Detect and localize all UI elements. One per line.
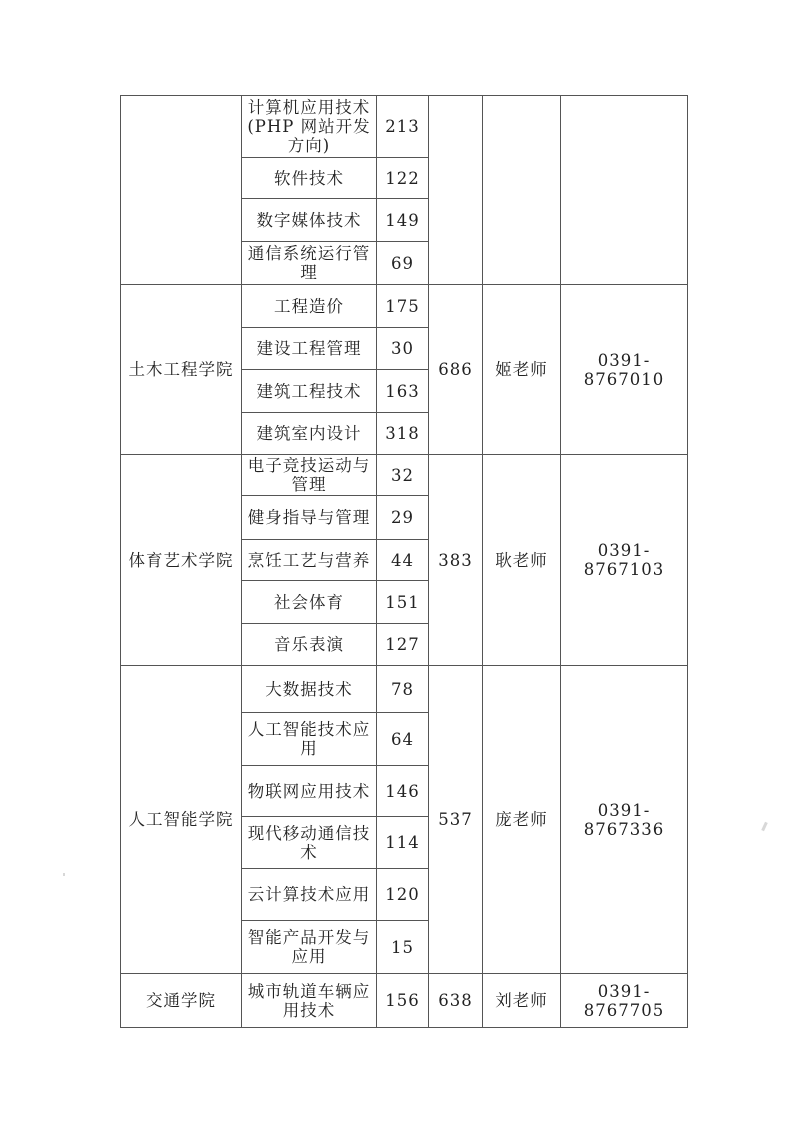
enrollment-count-cell: 114	[377, 817, 429, 869]
enrollment-count-cell: 64	[377, 713, 429, 766]
major-cell: 健身指导与管理	[242, 496, 377, 540]
table-row	[121, 96, 688, 158]
major-cell: 社会体育	[242, 581, 377, 624]
major-cell: 建设工程管理	[242, 328, 377, 370]
major-cell: 烹饪工艺与营养	[242, 540, 377, 581]
contact-teacher-cell: 庞老师	[483, 666, 561, 974]
major-cell: 数字媒体技术	[242, 199, 377, 242]
contact-phone-cell	[561, 96, 688, 285]
enrollment-count-cell: 318	[377, 413, 429, 455]
contact-phone-cell: 0391-8767336	[561, 666, 688, 974]
college-cell: 体育艺术学院	[121, 455, 242, 666]
enrollment-count-cell: 32	[377, 455, 429, 496]
major-cell: 建筑室内设计	[242, 413, 377, 455]
college-total-cell	[429, 96, 483, 285]
enrollment-count-cell: 78	[377, 666, 429, 713]
contact-phone-cell: 0391-8767010	[561, 285, 688, 455]
major-cell: 音乐表演	[242, 624, 377, 666]
contact-phone-cell: 0391-8767705	[561, 974, 688, 1028]
enrollment-count-cell: 29	[377, 496, 429, 540]
table-row	[121, 666, 688, 713]
enrollment-count-cell: 69	[377, 242, 429, 285]
contact-teacher-cell	[483, 96, 561, 285]
enrollment-count-cell: 213	[377, 96, 429, 158]
college-cell: 人工智能学院	[121, 666, 242, 974]
scan-mark	[63, 873, 65, 876]
college-total-cell: 686	[429, 285, 483, 455]
major-cell: 通信系统运行管理	[242, 242, 377, 285]
enrollment-count-cell: 127	[377, 624, 429, 666]
college-cell: 土木工程学院	[121, 285, 242, 455]
enrollment-count-cell: 175	[377, 285, 429, 328]
enrollment-count-cell: 15	[377, 921, 429, 974]
contact-teacher-cell: 耿老师	[483, 455, 561, 666]
major-cell: 云计算技术应用	[242, 869, 377, 921]
enrollment-count-cell: 156	[377, 974, 429, 1028]
enrollment-count-cell: 122	[377, 158, 429, 199]
enrollment-count-cell: 44	[377, 540, 429, 581]
major-cell: 软件技术	[242, 158, 377, 199]
major-cell: 物联网应用技术	[242, 766, 377, 817]
major-cell: 电子竞技运动与管理	[242, 455, 377, 496]
college-total-cell: 383	[429, 455, 483, 666]
major-cell: 计算机应用技术(PHP 网站开发方向)	[242, 96, 377, 158]
major-cell: 工程造价	[242, 285, 377, 328]
table-row	[121, 455, 688, 496]
major-cell: 大数据技术	[242, 666, 377, 713]
major-cell: 建筑工程技术	[242, 370, 377, 413]
contact-teacher-cell: 刘老师	[483, 974, 561, 1028]
table-row	[121, 974, 688, 1028]
enrollment-table	[120, 95, 688, 1028]
major-cell: 现代移动通信技术	[242, 817, 377, 869]
enrollment-count-cell: 146	[377, 766, 429, 817]
contact-phone-cell: 0391-8767103	[561, 455, 688, 666]
major-cell: 城市轨道车辆应用技术	[242, 974, 377, 1028]
enrollment-count-cell: 120	[377, 869, 429, 921]
college-total-cell: 638	[429, 974, 483, 1028]
table-row	[121, 285, 688, 328]
enrollment-count-cell: 149	[377, 199, 429, 242]
enrollment-count-cell: 30	[377, 328, 429, 370]
college-cell	[121, 96, 242, 285]
enrollment-count-cell: 163	[377, 370, 429, 413]
enrollment-count-cell: 151	[377, 581, 429, 624]
scan-mark	[761, 822, 768, 831]
college-total-cell: 537	[429, 666, 483, 974]
major-cell: 人工智能技术应用	[242, 713, 377, 766]
contact-teacher-cell: 姬老师	[483, 285, 561, 455]
college-cell: 交通学院	[121, 974, 242, 1028]
major-cell: 智能产品开发与应用	[242, 921, 377, 974]
